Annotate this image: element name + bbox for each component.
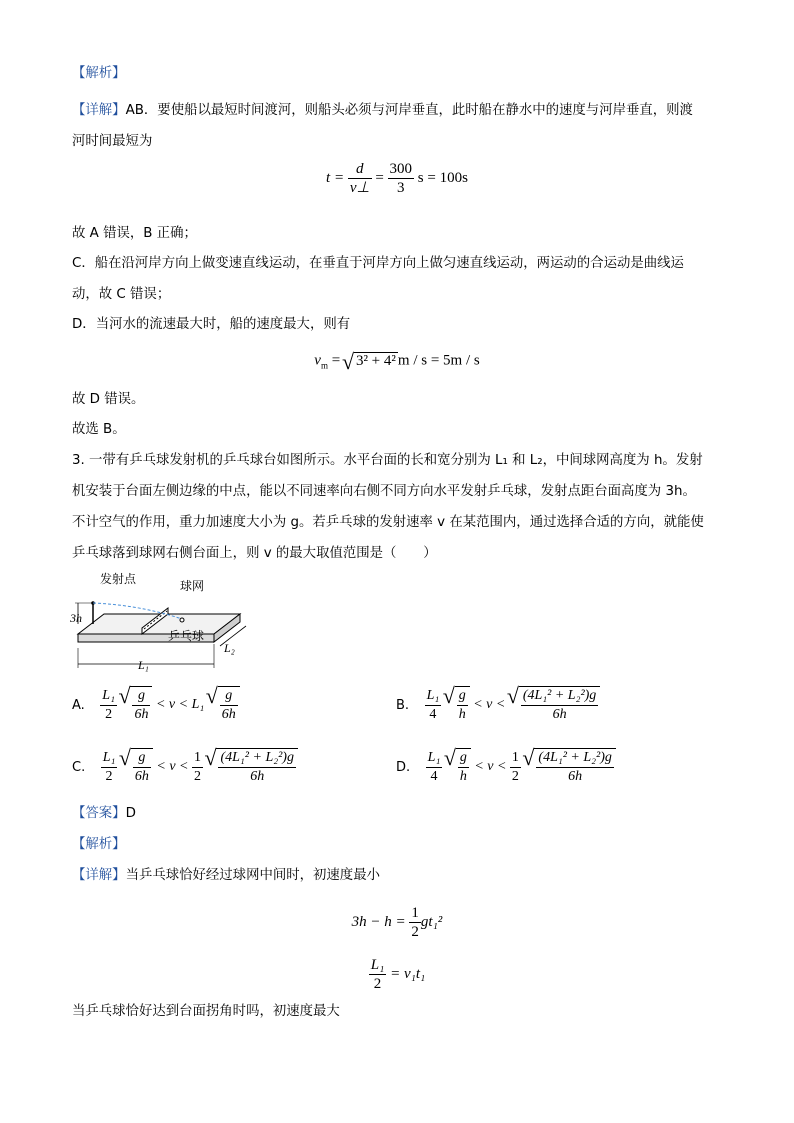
equation-crossing-time <box>0 160 794 197</box>
eq2-v: v <box>314 352 321 369</box>
option-c-label: C. <box>72 759 86 775</box>
eq1-rhs: s = 100s <box>417 169 468 186</box>
eq1-frac-d-v: $\frac{d}{v\perp}$ <box>349 161 370 196</box>
option-c-line1: C．船在沿河岸方向上做变速直线运动，在垂直于河岸方向上做匀速直线运动，两运动的合运动是曲线运 <box>72 256 684 271</box>
eq1-equals: = <box>375 169 384 186</box>
answer-label: 【答案】 <box>72 806 126 821</box>
option-b[interactable]: B. $\frac{\text{L₁}}{4}$ √ $\frac{g}{h}$ < v < √ $\frac{\text{(4L₁² + L₂²)g}}{6h}$ <box>396 686 600 724</box>
q3-analysis-label: 【解析】 <box>72 837 126 852</box>
q3-detail-text: 当乒乓球恰好经过球网中间时，初速度最小 <box>125 868 380 883</box>
eq1-lhs: t = <box>326 169 345 186</box>
ball <box>180 618 184 622</box>
answer-value: D <box>125 806 136 821</box>
option-a-ineq: < v < <box>155 697 189 713</box>
option-c-line2: 动，故 C 错误； <box>72 287 171 302</box>
analysis-label: 【解析】 <box>72 66 126 81</box>
table-tennis-figure <box>70 572 250 676</box>
option-c-ineq: < v < <box>156 759 189 775</box>
option-d[interactable]: D. $\frac{\text{L₁}}{4}$ √ $\frac{g}{h}$ < v < $\frac{1}{2}$ √ $\frac{\text{(4L₁² + L₂²)g}}{6h}$ <box>396 748 616 786</box>
q3-line2: 机安装于台面左侧边缘的中点，能以不同速率向右侧不同方向水平发射乒乓球，发射点距台面高度为 3h。 <box>72 484 696 499</box>
width-label: L₂ <box>224 641 235 655</box>
eq3-lhs: 3h − h = <box>351 913 406 930</box>
eq2-rhs: m / s = 5m / s <box>397 352 480 369</box>
option-d-ineq: < v < <box>474 759 507 775</box>
q3-line3: 不计空气的作用，重力加速度大小为 g。若乒乓球的发射速率 v 在某范围内，通过选择合适的方向，就能使 <box>72 515 704 530</box>
net-label: 球网 <box>180 579 205 593</box>
ball-label: 乒乓球 <box>168 629 205 643</box>
height-label: 3h <box>70 611 82 625</box>
q3-detail-label: 【详解】 <box>72 868 126 883</box>
option-a-label: A. <box>72 697 85 713</box>
option-d-line1: D．当河水的流速最大时，船的速度最大，则有 <box>72 317 351 332</box>
option-b-ineq: < v < <box>473 697 506 713</box>
option-d-label: D. <box>396 759 411 775</box>
eq2-equals: = <box>331 352 341 369</box>
detail-paragraph-1 <box>72 101 693 121</box>
length-label: L₁ <box>138 658 149 672</box>
equation-max-speed <box>0 352 794 370</box>
eq2-sub: m <box>320 360 328 371</box>
conclusion-d: 故 D 错误。 <box>72 392 145 407</box>
eq3-rhs: gt₁² <box>420 913 443 930</box>
option-b-label: B. <box>396 697 410 713</box>
conclusion-a-b: 故 A 错误，B 正确； <box>72 226 197 241</box>
option-c[interactable]: C. $\frac{\text{L₁}}{2}$ √ $\frac{g}{6h}$ < v < $\frac{1}{2}$ √ $\frac{\text{(4L₁² + L₂²)g}}{6h}$ <box>72 748 298 786</box>
eq2-sqrt: √ 3² + 4² <box>344 352 398 370</box>
eq4-rhs: = v₁t₁ <box>390 965 426 982</box>
launch-label: 发射点 <box>100 572 137 586</box>
detail-label: 【详解】 <box>72 103 126 118</box>
final-choice-b: 故选 B。 <box>72 422 126 437</box>
answer-line <box>72 804 136 824</box>
eq1-frac-300-3: $\frac{300}{3}$ <box>389 161 413 196</box>
equation-fall-height: 3h − h = $\frac{1}{2}$ gt₁² <box>351 905 443 940</box>
q3-line1: 3. 一带有乒乓球发射机的乒乓球台如图所示。水平台面的长和宽分别为 L₁ 和 L₂，中间球网高度为 h。发射 <box>72 453 703 468</box>
q3-detail-line <box>72 866 380 886</box>
equation-horizontal: $\frac{\text{L₁}}{2}$ = v₁t₁ <box>370 957 426 992</box>
q3-line4: 乒乓球落到球网右侧台面上，则 v 的最大取值范围是（ ） <box>72 546 437 561</box>
q3-last-line: 当乒乓球恰好达到台面拐角时吗，初速度最大 <box>72 1004 340 1019</box>
option-a[interactable]: A. $\frac{\text{L₁}}{2}$ √ $\frac{g}{6h}$ < v < L₁ √ $\frac{g}{6h}$ <box>72 686 240 724</box>
detail-text: AB．要使船以最短时间渡河，则船头必须与河岸垂直，此时船在静水中的速度与河岸垂直，则渡 <box>125 103 693 118</box>
detail-text-line2: 河时间最短为 <box>72 134 153 149</box>
